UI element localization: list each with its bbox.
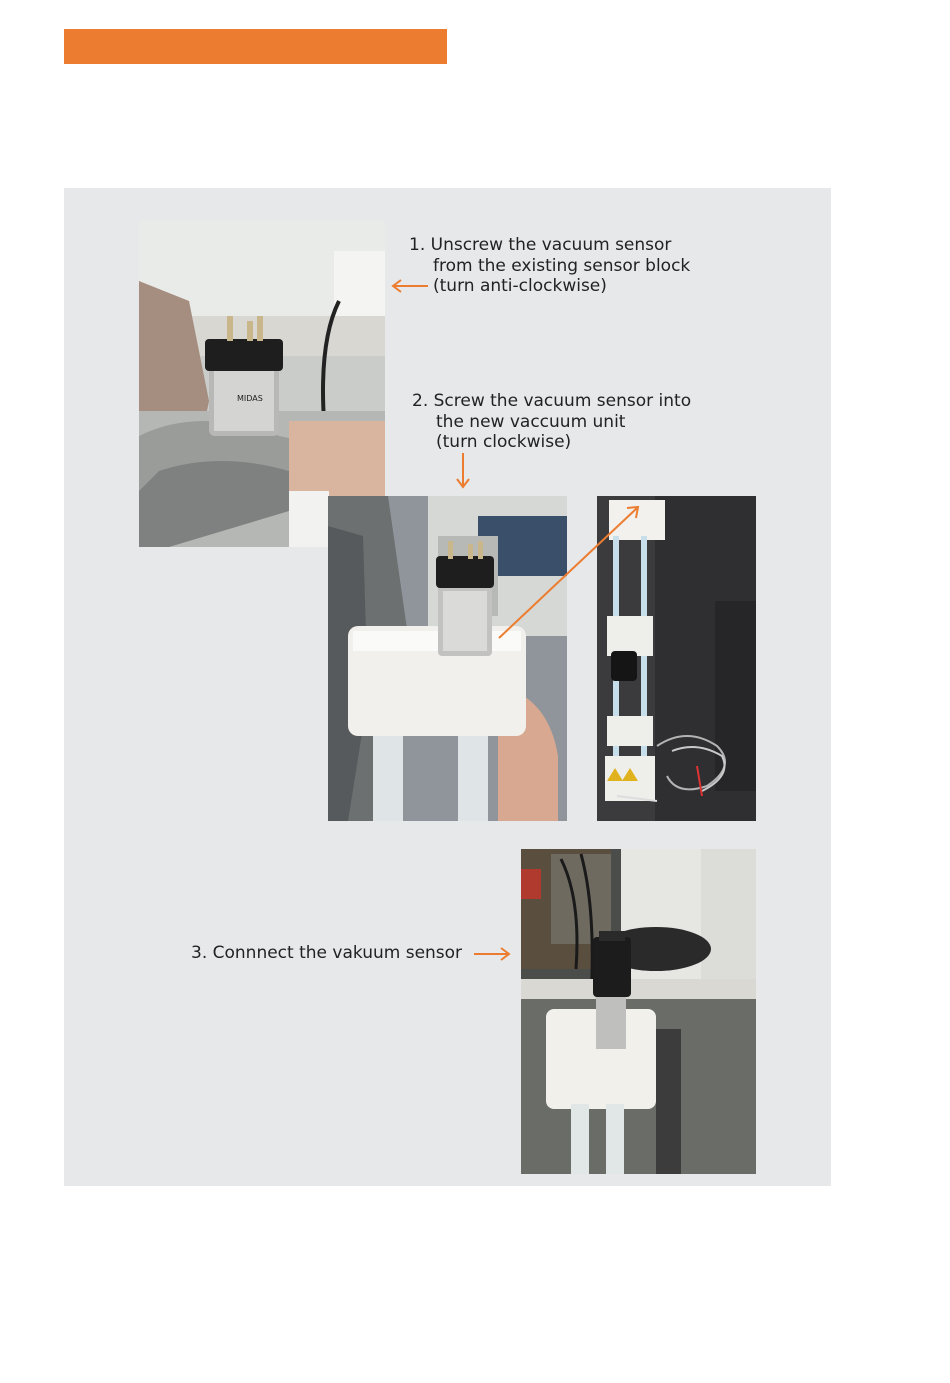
arrow-down-to-photo-2 [455, 452, 471, 490]
step-1-text [409, 235, 709, 297]
arrow-left-to-photo-1 [390, 278, 430, 294]
step-2-line-3: (turn clockwise) [436, 432, 572, 452]
step-3-line-1: 3. Connnect the vakuum sensor [191, 943, 463, 963]
sensor-brand-label: MIDAS [237, 394, 263, 403]
step-2-line-1: 2. Screw the vacuum sensor into [412, 391, 692, 411]
step-1-line-2: from the existing sensor block [433, 255, 691, 276]
step-2-line-2: the new vaccuum unit [436, 411, 626, 432]
step-1-line-3: (turn anti-clockwise) [433, 276, 607, 296]
step-3-text [191, 943, 511, 964]
arrow-diagonal-to-unit-top [495, 502, 645, 642]
photo-connected-sensor [521, 849, 756, 1174]
arrow-right-to-photo-4 [472, 946, 512, 962]
header-accent-bar [64, 29, 447, 64]
step-1-line-1: 1. Unscrew the vacuum sensor [409, 235, 672, 255]
step-2-text [412, 391, 712, 453]
